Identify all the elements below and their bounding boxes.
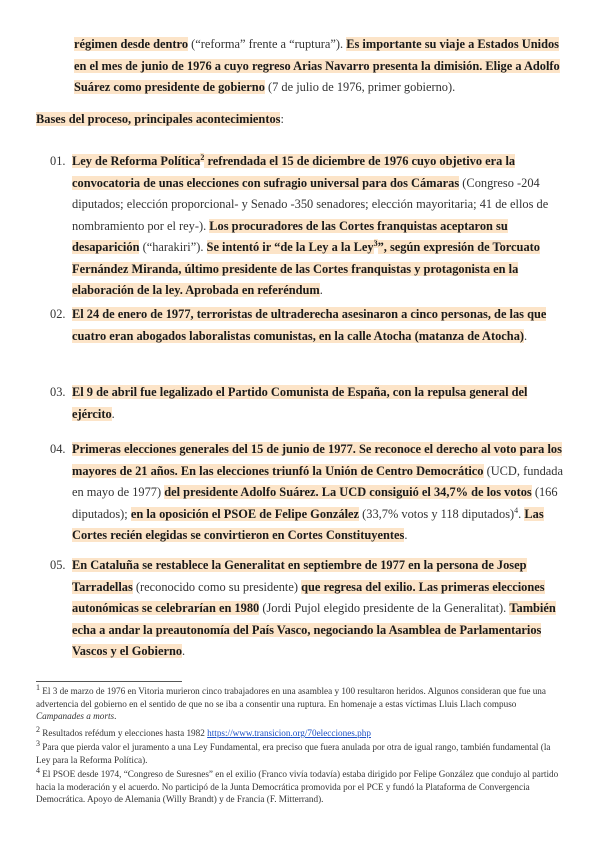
text: . [182, 644, 186, 658]
highlight: que regresa del exilio. Las primeras elecciones autonómicas se celebrarían en 1980 [72, 579, 545, 615]
list-item [50, 555, 564, 663]
footnote: $^4$ El PSOE desde 1974, “Congreso de Suresnes” en el exilio (Franco vivía todavía) estaba dirigido por Felipe González que condujo al partido hacia la moderación y el acuerdo. No participó de la Junta Democrática promovida por el PCE y fundó la Plataforma de Convergencia Democrática. Apoyo de Alemania (Willy Brandt) y de Francia (F. Mitterrand). [36, 765, 559, 805]
footnote-link[interactable]: https://www.transicion.org/70elecciones.php [207, 728, 371, 738]
footnote-ref: 3 [373, 238, 378, 248]
highlight: refrendada el 15 de diciembre de 1976 cuyo objetivo era la convocatoria de unas elecciones con sufragio universal para dos Cámaras [72, 154, 516, 190]
text: . [111, 406, 115, 421]
text: . [518, 506, 525, 521]
highlight: El 24 de enero de 1977, terroristas de ultraderecha asesinaron a cinco personas, de las que cuatro eran abogados laboralistas comunistas, en la calle Atocha (matanza de Atocha) [72, 307, 547, 343]
highlight: en la oposición el PSOE de Felipe González [130, 506, 360, 521]
highlight: Las Cortes recién elegidas se convirtieron en Cortes Constituyentes [72, 506, 544, 542]
highlight: En Cataluña se restablece la Generalitat en septiembre de 1977 en la persona de Josep Tarradellas [72, 558, 527, 594]
footnote-ref: 2 [200, 152, 205, 162]
highlight: régimen desde dentro [74, 37, 189, 51]
item-number: 05. [50, 558, 66, 572]
item-number: 01. [50, 154, 66, 168]
highlight: ”, según expresión de Torcuato Fernández Miranda, último presidente de las Cortes franquistas y protagonista en la elaboración de la ley. Aprobada en referéndum [72, 240, 540, 297]
text: (reconocido como su presidente) [132, 579, 302, 594]
footnote: $^1$ El 3 de marzo de 1976 en Vitoria murieron cinco trabajadores en una asamblea y 100 resultaron heridos. Algunos consideran que fue una advertencia del gobierno en el sentido de que no se iba a consentir una ruptura. En homenaje a estas víctimas Lluis Llach compuso Campanades a morts. [36, 682, 546, 722]
footnote: $^3$ Para que pierda valor el juramento a una Ley Fundamental, era preciso que fuera anulada por otra de igual rango, también fundamental (la Ley para la Reforma Política). [36, 738, 551, 765]
text: (Jordi Pujol elegido presidente de la Generalitat). [259, 601, 510, 615]
highlight: El 9 de abril fue legalizado el Partido Comunista de España, con la repulsa general del ejército [72, 385, 528, 421]
text: (166 diputados); [72, 485, 558, 521]
item-number: 03. [50, 385, 66, 399]
highlight: También echa a andar la preautonomía del País Vasco, negociando la Asamblea de Parlamentarios Vascos y el Gobierno [72, 601, 556, 658]
list-item [50, 151, 564, 302]
text: (UCD, fundada en mayo de 1977) [72, 463, 563, 499]
list-item [50, 382, 564, 425]
text: (“reforma” frente a “ruptura”). [188, 37, 347, 51]
footnote: $^2$ Resultados refédum y elecciones hasta 1982 https://www.transicion.org/70elecciones.php [36, 724, 371, 738]
list-item [50, 439, 564, 547]
text: . [404, 528, 408, 542]
list-item [50, 304, 564, 347]
highlight: Ley de Reforma Política [72, 154, 201, 168]
highlight: del presidente Adolfo Suárez. La UCD consiguió el 34,7% de los votos [164, 485, 532, 499]
text: . [319, 283, 323, 297]
item-number: 04. [50, 442, 66, 456]
text: . [524, 328, 528, 343]
text: (7 de julio de 1976, primer gobierno). [264, 80, 456, 94]
highlight: Primeras elecciones generales del 15 de junio de 1977. Se reconoce el derecho al voto para los mayores de 21 años. En las elecciones triunfó la Unión de Centro Democrático [72, 442, 562, 478]
text: (“harakiri”). [139, 240, 207, 254]
footnote-divider [36, 681, 182, 682]
item-number: 02. [50, 307, 66, 321]
highlight: Es importante su viaje a Estados Unidos en el mes de junio de 1976 a cuyo regreso Arias Navarro presenta la dimisión. Elige a Adolfo Suárez como presidente de gobierno [74, 37, 560, 94]
heading-highlight: Bases del proceso, principales acontecimientos [36, 112, 281, 126]
highlight: Se intentó ir “de la Ley a la Ley [206, 240, 374, 254]
section-heading: Bases del proceso, principales acontecimientos: [36, 112, 284, 126]
text: (33,7% votos y 118 diputados) [359, 506, 515, 521]
highlight: Los procuradores de las Cortes franquistas aceptaron su desaparición [72, 218, 508, 254]
footnote-ref: 4 [514, 505, 519, 515]
text: (Congreso -204 diputados; elección proporcional- y Senado -350 senadores; elección mayoritaria; 41 de ellos de nombramiento por el rey-). [72, 175, 549, 233]
intro-paragraph [74, 34, 570, 99]
